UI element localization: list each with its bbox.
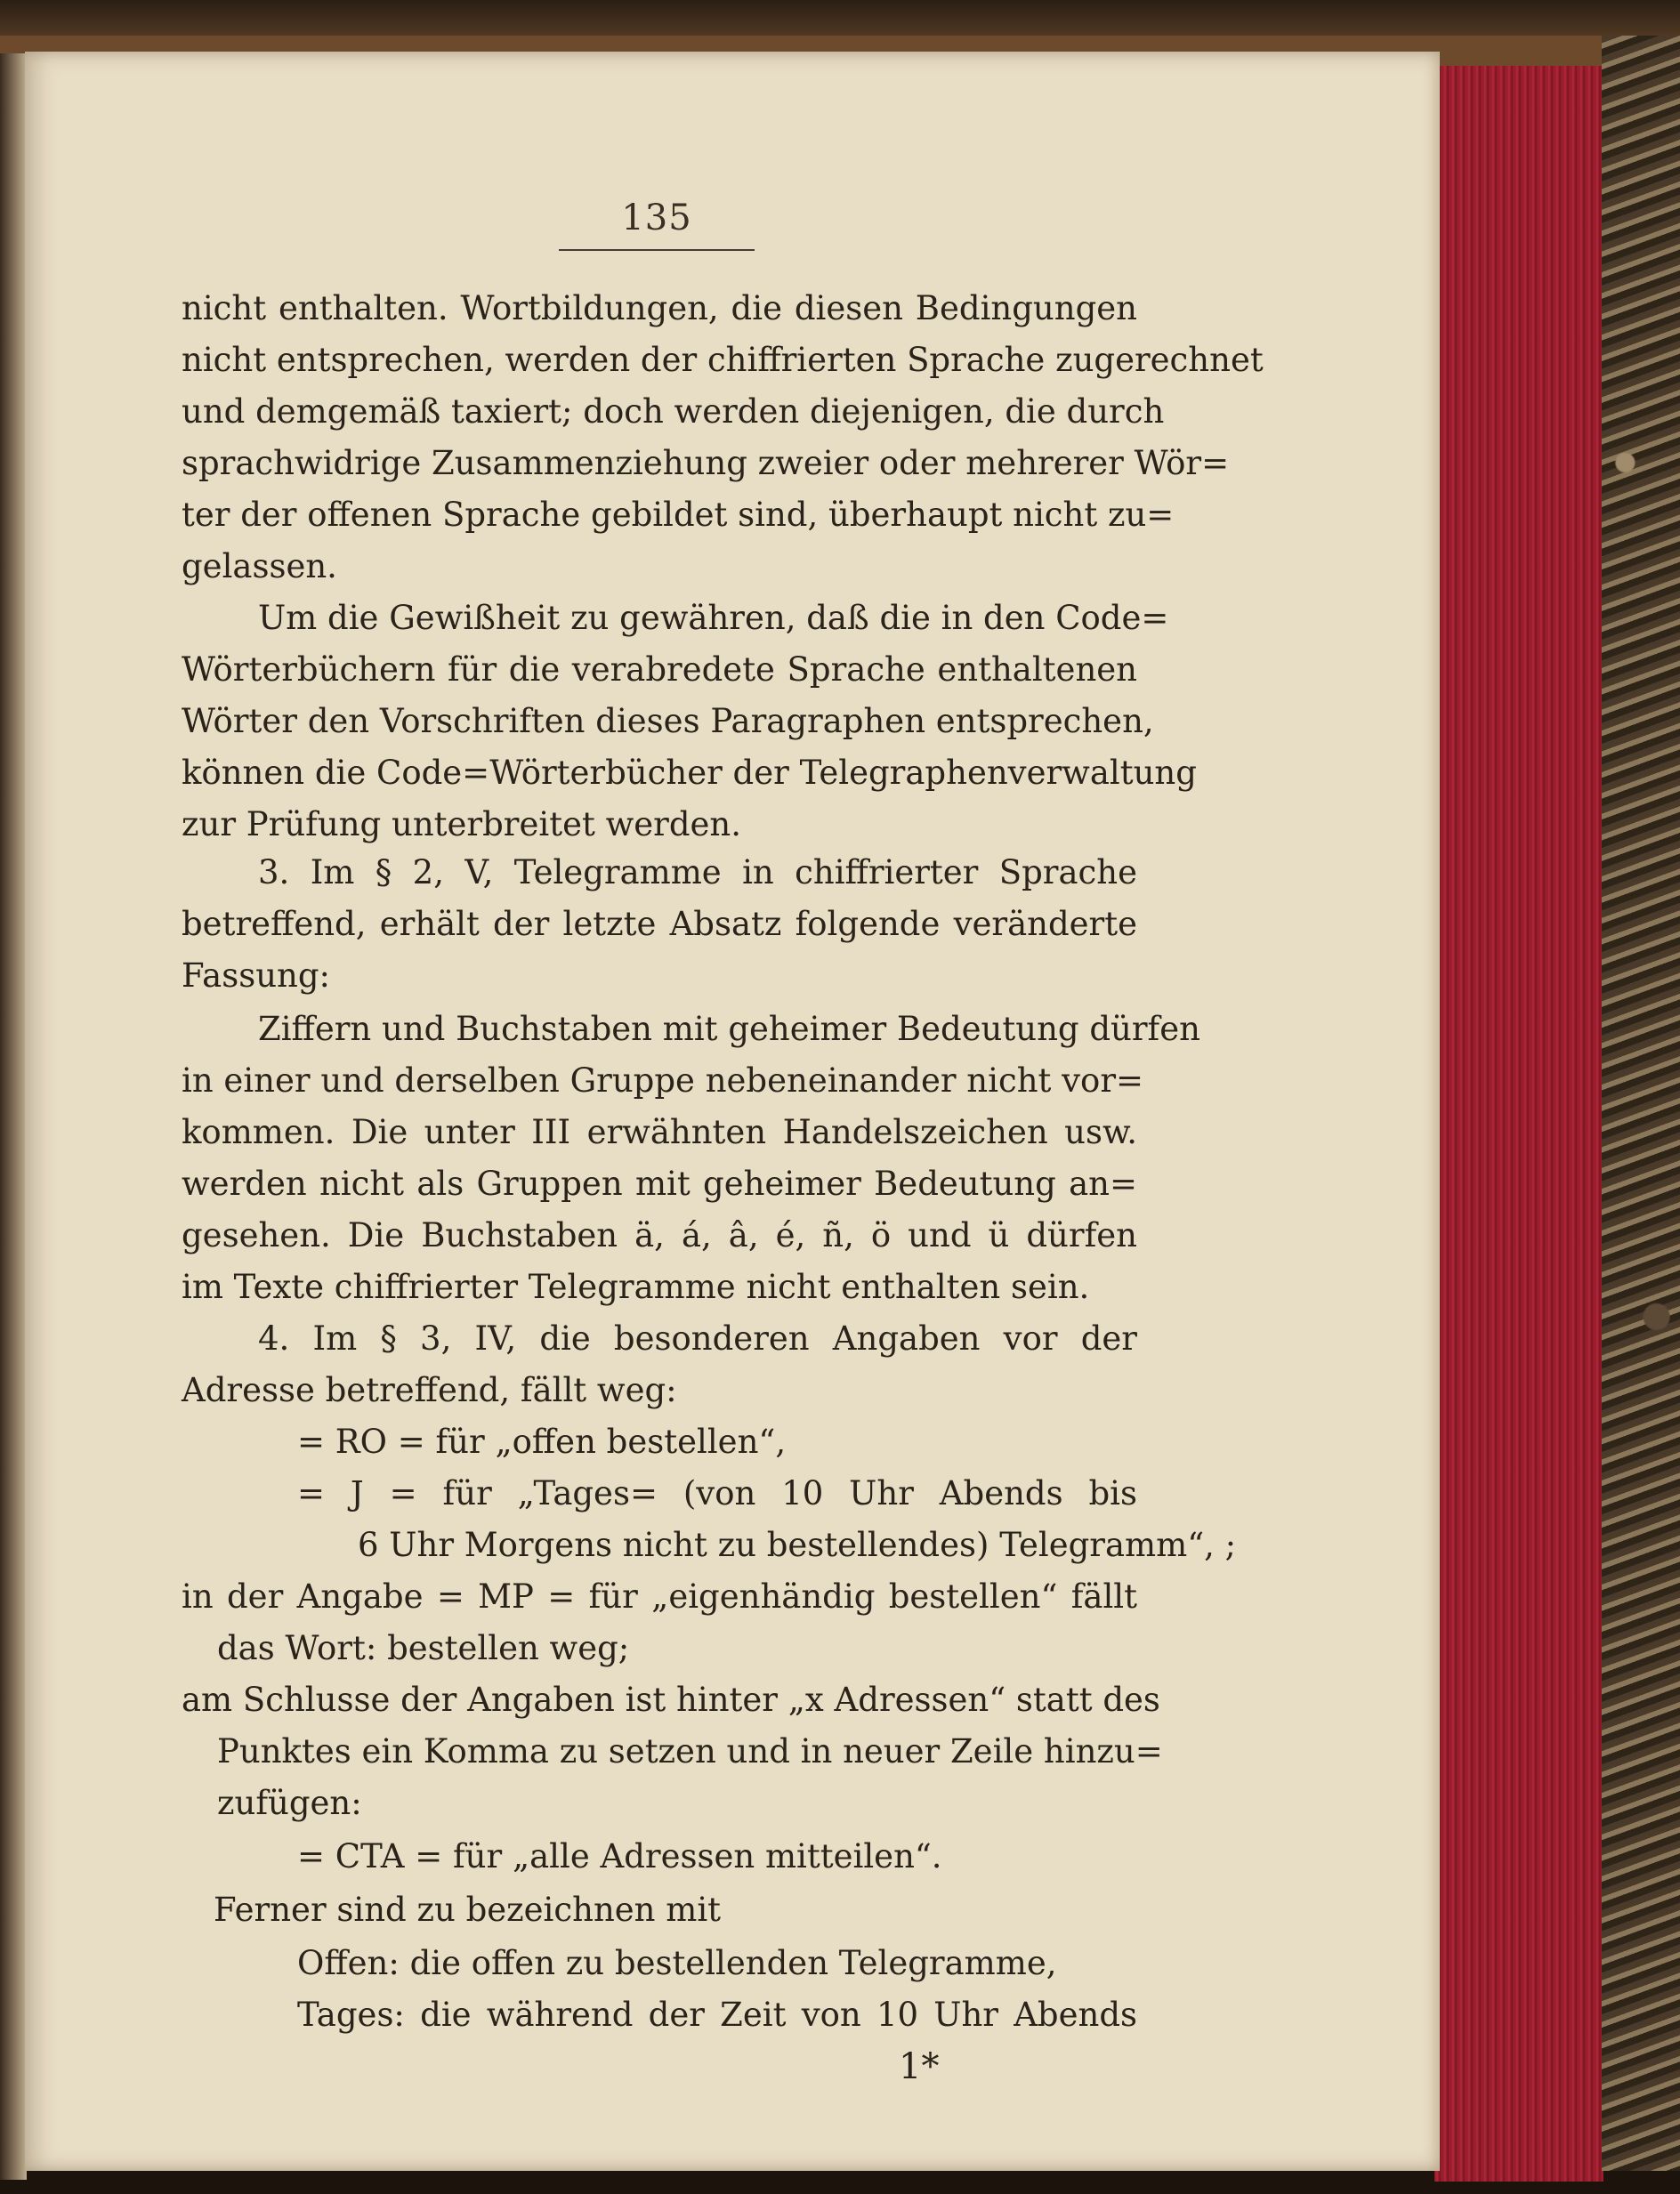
text-line: betreffend, erhält der letzte Absatz folgende veränderte: [182, 905, 1137, 943]
text-line: am Schlusse der Angaben ist hinter „x Adressen“ statt des: [182, 1681, 1160, 1719]
text-line: zur Prüfung unterbreitet werden.: [182, 805, 742, 843]
text-line: = RO = für „offen bestellen“,: [297, 1423, 787, 1461]
text-line: Tages: die während der Zeit von 10 Uhr Abends: [297, 1996, 1137, 2034]
text-line: Um die Gewißheit zu gewähren, daß die in den Code=: [258, 599, 1169, 637]
text-line: gelassen.: [182, 547, 337, 585]
page-number: 135: [621, 198, 692, 238]
text-line: das Wort: bestellen weg;: [217, 1629, 630, 1667]
text-line: können die Code=Wörterbücher der Telegraphenverwaltung: [182, 754, 1197, 792]
text-line: Ferner sind zu bezeichnen mit: [214, 1891, 722, 1929]
text-line: Ziffern und Buchstaben mit geheimer Bedeutung dürfen: [258, 1010, 1200, 1048]
text-line: Fassung:: [182, 956, 331, 995]
left-page-edge: [0, 53, 27, 2180]
text-line: Punktes ein Komma zu setzen und in neuer Zeile hinzu=: [217, 1732, 1163, 1771]
red-page-edges: [1434, 66, 1603, 2182]
text-line: nicht enthalten. Wortbildungen, die diesen Bedingungen: [182, 289, 1137, 327]
text-line: nicht entsprechen, werden der chiffrierten Sprache zugerechnet: [182, 341, 1264, 379]
marbled-cover-edge: [1602, 36, 1680, 2171]
text-line: Wörter den Vorschriften dieses Paragraphen entsprechen,: [182, 702, 1154, 740]
text-line: in der Angabe = MP = für „eigenhändig bestellen“ fällt: [182, 1577, 1137, 1616]
text-line: in einer und derselben Gruppe nebeneinander nicht vor=: [182, 1061, 1144, 1100]
text-line: gesehen. Die Buchstaben ä, á, â, é, ñ, ö und ü dürfen: [182, 1216, 1137, 1254]
text-line: im Texte chiffrierter Telegramme nicht enthalten sein.: [182, 1268, 1090, 1306]
text-line: 6 Uhr Morgens nicht zu bestellendes) Telegramm“, ;: [358, 1526, 1237, 1564]
text-line: 3. Im § 2, V, Telegramme in chiffrierter Sprache: [258, 853, 1137, 891]
text-line: 4. Im § 3, IV, die besonderen Angaben vor der: [258, 1319, 1137, 1358]
text-line: zufügen:: [217, 1784, 362, 1822]
header-rule: [559, 249, 755, 251]
text-line: und demgemäß taxiert; doch werden diejenigen, die durch: [182, 392, 1165, 431]
signature-mark: 1*: [899, 2046, 940, 2087]
text-line: ter der offenen Sprache gebildet sind, überhaupt nicht zu=: [182, 496, 1175, 534]
text-line: Offen: die offen zu bestellenden Telegramme,: [297, 1944, 1057, 1982]
text-line: = CTA = für „alle Adressen mitteilen“.: [297, 1837, 942, 1875]
text-line: Adresse betreffend, fällt weg:: [182, 1371, 677, 1409]
text-line: werden nicht als Gruppen mit geheimer Bedeutung an=: [182, 1165, 1137, 1203]
text-line: Wörterbüchern für die verabredete Sprache enthaltenen: [182, 650, 1137, 689]
text-line: sprachwidrige Zusammenziehung zweier oder mehrerer Wör=: [182, 444, 1230, 482]
text-line: = J = für „Tages= (von 10 Uhr Abends bis: [297, 1474, 1137, 1512]
text-line: kommen. Die unter III erwähnten Handelszeichen usw.: [182, 1113, 1137, 1151]
